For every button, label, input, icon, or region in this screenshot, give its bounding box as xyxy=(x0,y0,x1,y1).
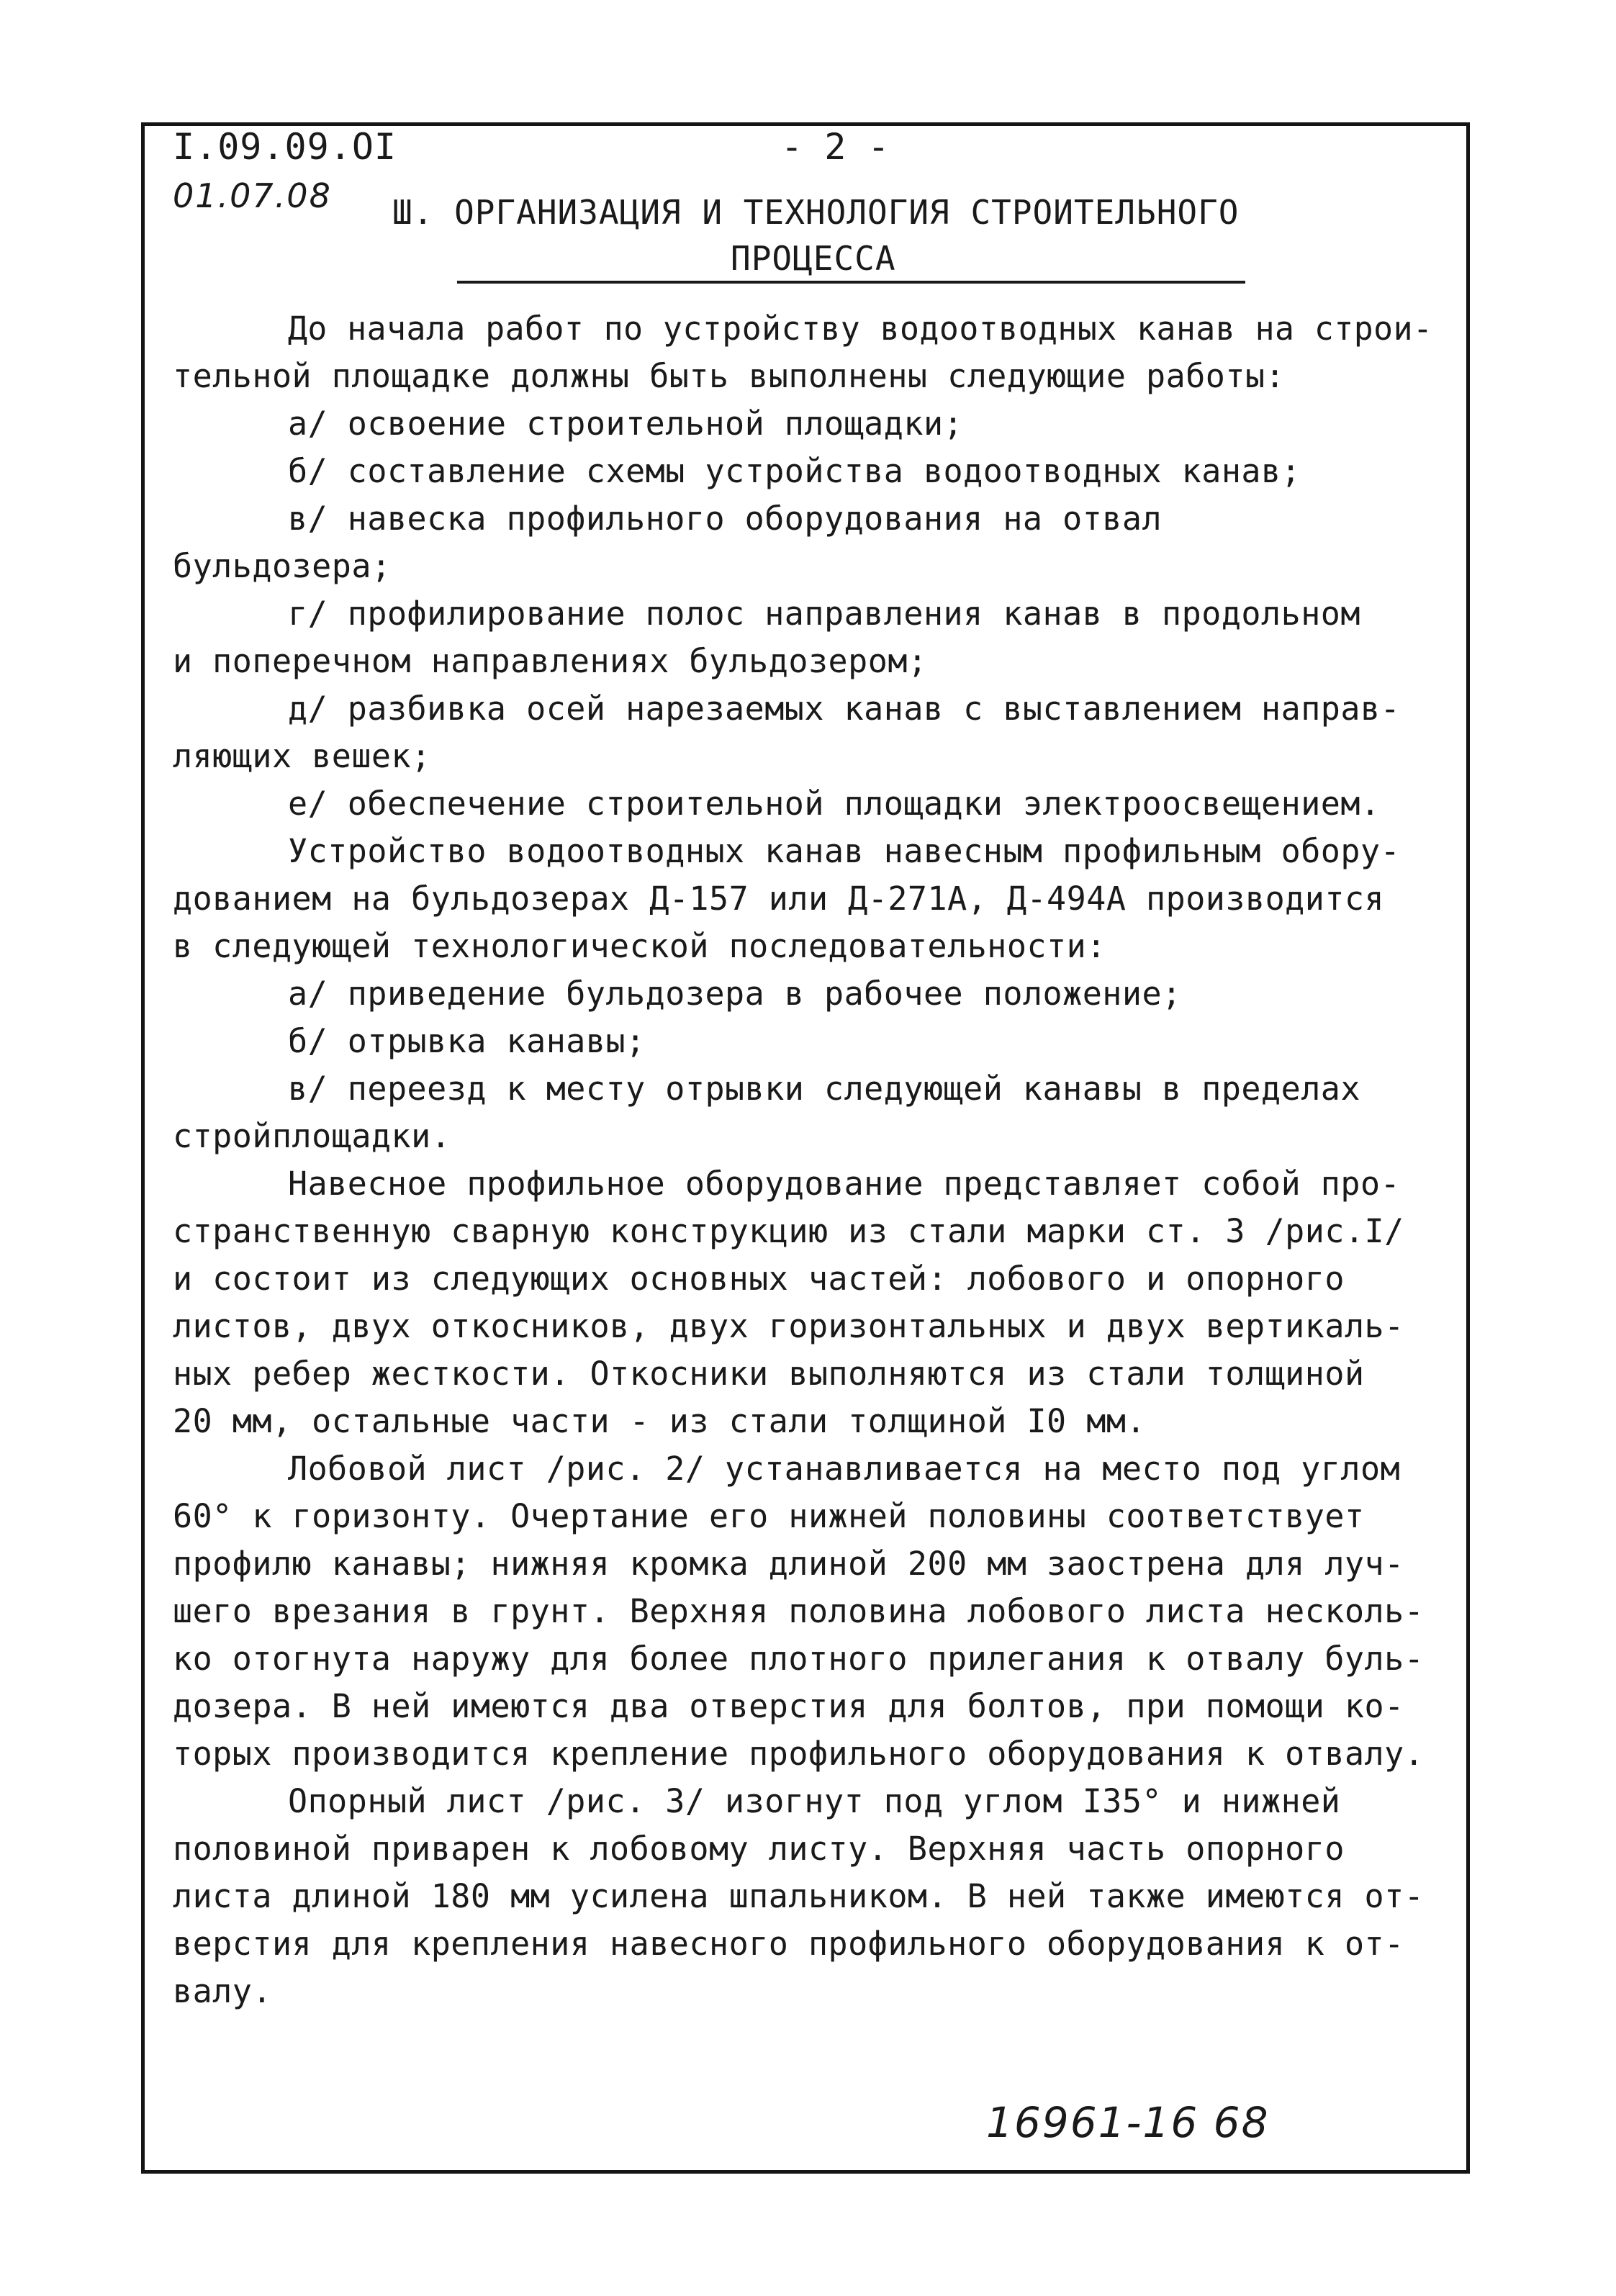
text-line: тельной площадке должны быть выполнены следующие работы: xyxy=(173,357,1286,395)
text-line: в следующей технологической последовательности: xyxy=(173,927,1106,965)
section-title-continued: ПРОЦЕССА xyxy=(731,239,896,278)
text-line: торых производится крепление профильного оборудования к отвалу. xyxy=(173,1735,1425,1773)
text-line: ляющих вешек; xyxy=(173,737,431,775)
text-line: верстия для крепления навесного профильного оборудования к от- xyxy=(173,1925,1404,1963)
text-line: 20 мм, остальные части - из стали толщиной I0 мм. xyxy=(173,1402,1147,1440)
text-line: Лобовой лист /рис. 2/ устанавливается на место под углом xyxy=(288,1450,1401,1488)
text-line: а/ приведение бульдозера в рабочее положение; xyxy=(288,975,1182,1013)
section-title: Ш. ОРГАНИЗАЦИЯ И ТЕХНОЛОГИЯ СТРОИТЕЛЬНОГО xyxy=(392,193,1240,232)
text-line: д/ разбивка осей нарезаемых канав с выставлением направ- xyxy=(288,690,1401,728)
text-line: Устройство водоотводных канав навесным профильным обору- xyxy=(288,832,1401,870)
text-line: Опорный лист /рис. 3/ изогнут под углом I35° и нижней xyxy=(288,1782,1341,1820)
text-line: б/ составление схемы устройства водоотводных канав; xyxy=(288,452,1301,490)
text-line: б/ отрывка канавы; xyxy=(288,1022,646,1060)
document-code: I.09.09.OI xyxy=(173,126,397,168)
text-line: ко отогнута наружу для более плотного прилегания к отвалу буль- xyxy=(173,1640,1425,1678)
handwritten-date: 01.07.08 xyxy=(173,176,332,215)
text-line: дозера. В ней имеются два отверстия для болтов, при помощи ко- xyxy=(173,1687,1404,1725)
archive-stamp: 16961-16 68 xyxy=(986,2098,1270,2147)
text-line: стройплощадки. xyxy=(173,1117,451,1155)
text-line: г/ профилирование полос направления канав в продольном xyxy=(288,595,1360,633)
text-line: листов, двух откосников, двух горизонтальных и двух вертикаль- xyxy=(173,1307,1404,1345)
text-line: валу. xyxy=(173,1972,272,2010)
text-line: странственную сварную конструкцию из стали марки ст. 3 /рис.I/ xyxy=(173,1212,1404,1250)
text-line: а/ освоение строительной площадки; xyxy=(288,404,964,443)
page-number: - 2 - xyxy=(781,126,890,168)
text-line: и поперечном направлениях бульдозером; xyxy=(173,642,928,680)
text-line: бульдозера; xyxy=(173,547,392,585)
text-line: ных ребер жесткости. Откосники выполняются из стали толщиной xyxy=(173,1355,1365,1393)
text-line: в/ переезд к месту отрывки следующей канавы в пределах xyxy=(288,1070,1360,1108)
text-line: половиной приварен к лобовому листу. Верхняя часть опорного xyxy=(173,1830,1345,1868)
text-line: Навесное профильное оборудование представляет собой про- xyxy=(288,1165,1401,1203)
text-line: До начала работ по устройству водоотводных канав на строи- xyxy=(288,309,1433,348)
text-line: е/ обеспечение строительной площадки электроосвещением. xyxy=(288,785,1381,823)
text-line: дованием на бульдозерах Д-157 или Д-271А, Д-494А производится xyxy=(173,880,1385,918)
text-line: листа длиной 180 мм усилена шпальником. В ней также имеются от- xyxy=(173,1877,1425,1915)
text-line: шего врезания в грунт. Верхняя половина лобового листа несколь- xyxy=(173,1592,1425,1630)
title-underline xyxy=(457,281,1245,284)
text-line: профилю канавы; нижняя кромка длиной 200 мм заострена для луч- xyxy=(173,1545,1404,1583)
text-line: в/ навеска профильного оборудования на отвал xyxy=(288,500,1163,538)
text-line: 60° к горизонту. Очертание его нижней половины соответствует xyxy=(173,1497,1365,1535)
text-line: и состоит из следующих основных частей: лобового и опорного xyxy=(173,1260,1345,1298)
